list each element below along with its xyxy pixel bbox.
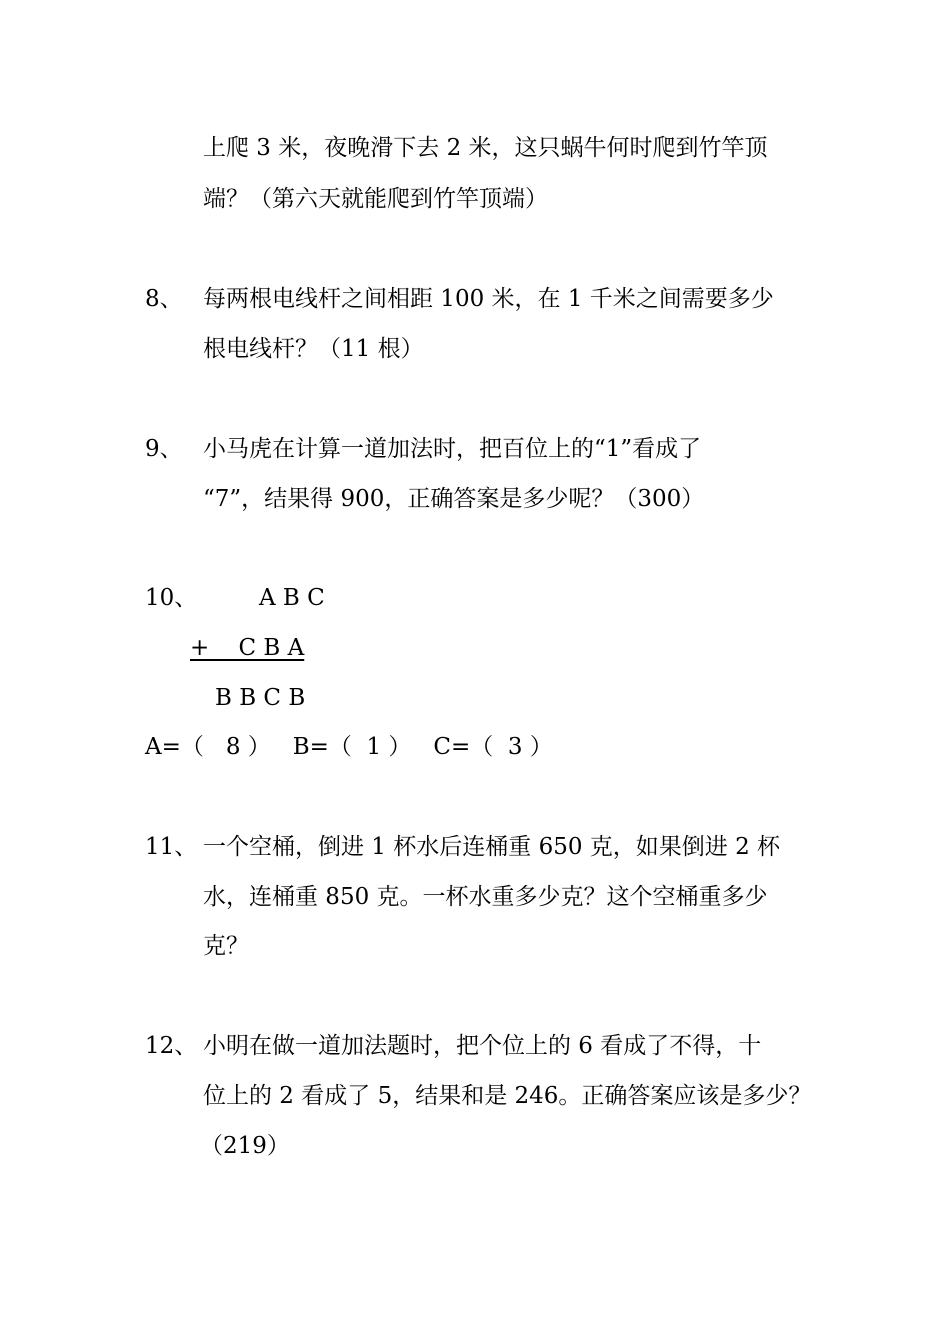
problem11-line2: 水，连桶重 850 克。一杯水重多少克？这个空桶重多少 [203,884,768,910]
problem9-number: 9、 [145,436,183,462]
problem12-line3: （219） [200,1133,290,1159]
problem10-sum: B B C B [215,685,306,711]
problem11-line3: 克？ [203,933,249,959]
problem12-line1: 小明在做一道加法题时，把个位上的 6 看成了不得，十 [203,1033,762,1059]
problem9-line1: 小马虎在计算一道加法时，把百位上的“1”看成了 [203,436,702,462]
problem7-line1: 上爬 3 米，夜晚滑下去 2 米，这只蜗牛何时爬到竹竿顶 [203,135,768,161]
problem10-addend2: + C B A [190,635,305,661]
problem10-number: 10、 [145,585,198,611]
problem10-answer: A=（ 8 ） B=（ 1 ） C=（ 3 ） [145,734,553,760]
problem11-line1: 一个空桶，倒进 1 杯水后连桶重 650 克，如果倒进 2 杯 [203,834,781,860]
problem8-line1: 每两根电线杆之间相距 100 米，在 1 千米之间需要多少 [203,286,774,312]
problem12-line2: 位上的 2 看成了 5，结果和是 246。正确答案应该是多少？ [203,1083,812,1109]
problem10-addend1: A B C [259,585,325,611]
problem9-line2: “7”，结果得 900，正确答案是多少呢？（300） [203,486,705,512]
problem8-number: 8、 [145,286,183,312]
problem12-number: 12、 [145,1033,198,1059]
problem8-line2: 根电线杆？（11 根） [203,336,424,362]
problem7-line2: 端？（第六天就能爬到竹竿顶端） [203,186,548,212]
problem11-number: 11、 [145,834,198,860]
